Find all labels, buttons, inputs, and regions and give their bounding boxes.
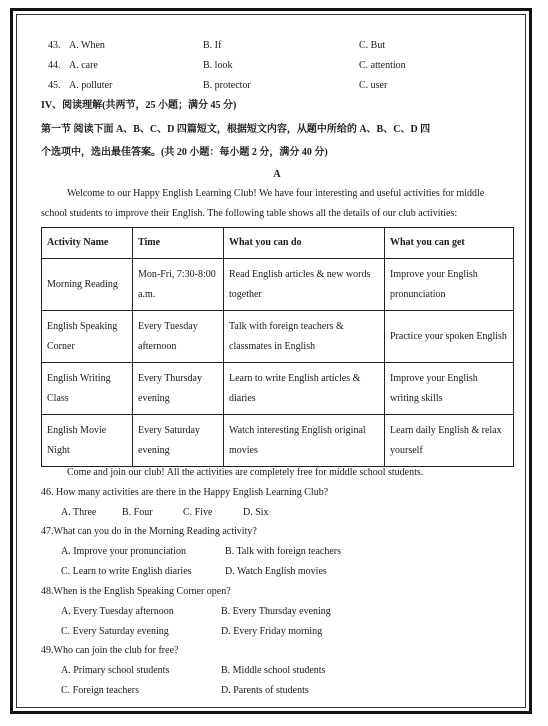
question-option[interactable]: B. Every Thursday evening — [221, 606, 331, 617]
outro-text: Come and join our club! All the activities are completely free for middle school students. — [67, 467, 424, 478]
question-49: 49.Who can join the club for free? — [41, 645, 179, 656]
cloze-option-b: B. protector — [203, 80, 251, 91]
cloze-option-a: A. care — [69, 60, 98, 71]
question-option[interactable]: A. Improve your pronunciation — [61, 546, 186, 557]
table-cell: Learn to write English articles & diaries — [224, 363, 385, 415]
cloze-option-b: B. If — [203, 40, 222, 51]
intro-line-2: school students to improve their English. The following table shows all the details of our club activities: — [41, 208, 458, 219]
cloze-number: 43. — [48, 40, 61, 51]
table-cell: Morning Reading — [42, 259, 133, 311]
table-cell: Every Saturday evening — [133, 415, 224, 467]
table-row — [42, 415, 514, 467]
question-option[interactable]: C. Learn to write English diaries — [61, 566, 192, 577]
question-46: 46. How many activities are there in the Happy English Learning Club? — [41, 487, 329, 498]
intro-line-1: Welcome to our Happy English Learning Club! We have four interesting and useful activities for middle — [67, 188, 485, 199]
activities-table — [41, 227, 514, 467]
table-row — [42, 363, 514, 415]
table-cell: Mon-Fri, 7:30-8:00 a.m. — [133, 259, 224, 311]
question-option[interactable]: A. Every Tuesday afternoon — [61, 606, 174, 617]
cloze-number: 45. — [48, 80, 61, 91]
question-option[interactable]: C. Every Saturday evening — [61, 626, 169, 637]
table-cell: English Writing Class — [42, 363, 133, 415]
table-cell: Talk with foreign teachers & classmates in English — [224, 311, 385, 363]
cloze-option-a: A. When — [69, 40, 105, 51]
table-header: Activity Name — [42, 228, 133, 259]
table-row — [42, 311, 514, 363]
question-option[interactable]: A. Three — [61, 507, 97, 518]
table-cell: English Speaking Corner — [42, 311, 133, 363]
table-cell: Every Tuesday afternoon — [133, 311, 224, 363]
cloze-option-c: C. But — [359, 40, 386, 51]
question-47: 47.What can you do in the Morning Reading activity? — [41, 526, 257, 537]
table-cell: Practice your spoken English — [385, 311, 514, 363]
question-option[interactable]: D. Parents of students — [221, 685, 309, 696]
table-cell: Improve your English pronunciation — [385, 259, 514, 311]
passage-letter: A — [273, 169, 281, 180]
question-option[interactable]: D. Every Friday morning — [221, 626, 323, 637]
table-cell: Every Thursday evening — [133, 363, 224, 415]
question-option[interactable]: B. Four — [122, 507, 153, 518]
instructions-line-2: 个选项中，选出最佳答案。(共 20 小题：每小题 2 分，满分 40 分) — [41, 147, 328, 158]
question-option[interactable]: C. Foreign teachers — [61, 685, 140, 696]
table-header-row — [42, 228, 514, 259]
section-header: IV、阅读理解(共两节，25 小题；满分 45 分) — [41, 100, 237, 111]
cloze-option-a: A. polluter — [69, 80, 113, 91]
question-option[interactable]: A. Primary school students — [61, 665, 170, 676]
question-option[interactable]: C. Five — [183, 507, 213, 518]
table-header: What you can get — [385, 228, 514, 259]
table-header: What you can do — [224, 228, 385, 259]
question-option[interactable]: B. Talk with foreign teachers — [225, 546, 342, 557]
question-option[interactable]: B. Middle school students — [221, 665, 326, 676]
table-cell: Watch interesting English original movies — [224, 415, 385, 467]
question-option[interactable]: D. Six — [243, 507, 269, 518]
table-cell: English Movie Night — [42, 415, 133, 467]
cloze-number: 44. — [48, 60, 61, 71]
cloze-option-b: B. look — [203, 60, 233, 71]
table-cell: Learn daily English & relax yourself — [385, 415, 514, 467]
question-option[interactable]: D. Watch English movies — [225, 566, 327, 577]
table-cell: Read English articles & new words together — [224, 259, 385, 311]
cloze-option-c: C. attention — [359, 60, 406, 71]
instructions-line-1: 第一节 阅读下面 A、B、C、D 四篇短文，根据短文内容，从题中所给的 A、B、C、D 四 — [41, 124, 431, 135]
cloze-option-c: C. user — [359, 80, 388, 91]
table-header: Time — [133, 228, 224, 259]
question-48: 48.When is the English Speaking Corner open? — [41, 586, 231, 597]
table-row — [42, 259, 514, 311]
table-cell: Improve your English writing skills — [385, 363, 514, 415]
